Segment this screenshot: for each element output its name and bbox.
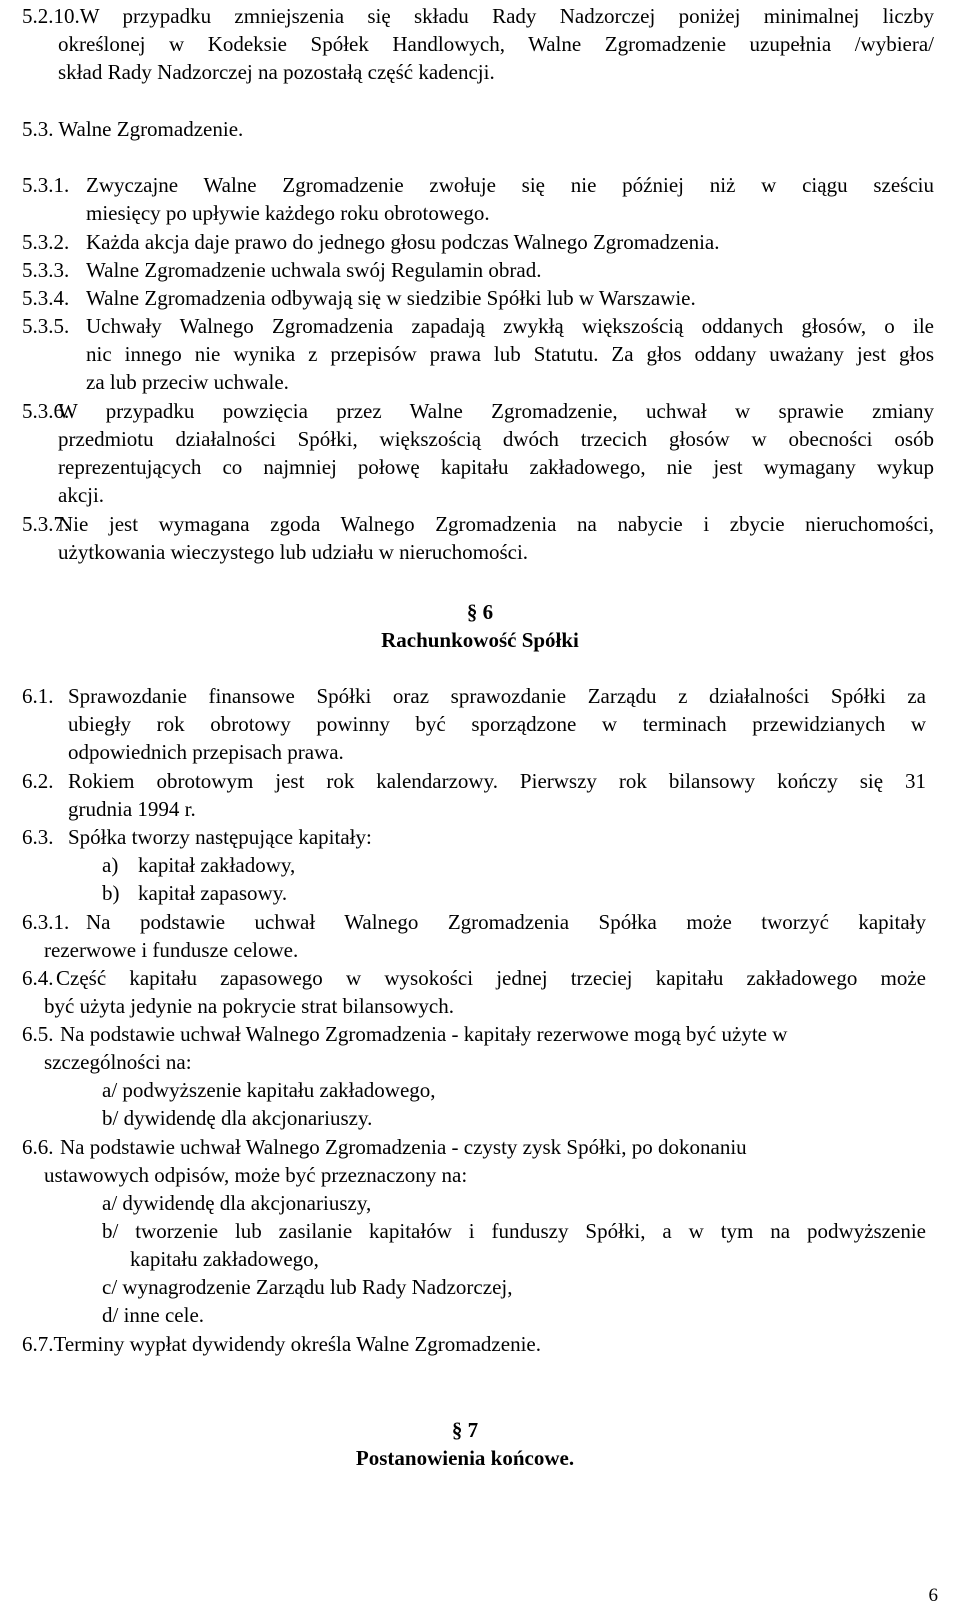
paragraph-number: 6.1. <box>22 684 54 708</box>
paragraph-text: rezerwowe i fundusze celowe. <box>44 938 299 962</box>
paragraph-5-3-5 <box>22 312 934 396</box>
paragraph-number: 6.3. <box>22 825 54 849</box>
paragraph-6-2 <box>22 767 926 823</box>
paragraph-text: miesięcy po upływie każdego roku obrotowego. <box>86 201 490 225</box>
paragraph-text: Na podstawie uchwał Walnego Zgromadzenia Spółka może tworzyć kapitały <box>86 910 926 934</box>
paragraph-text: za lub przeciw uchwale. <box>86 370 289 394</box>
paragraph-text: Rokiem obrotowym jest rok kalendarzowy. Pierwszy rok bilansowy kończy się 31 <box>68 769 926 793</box>
paragraph-text: Każda akcja daje prawo do jednego głosu podczas Walnego Zgromadzenia. <box>86 230 720 254</box>
paragraph-text: odpowiednich przepisach prawa. <box>68 740 344 764</box>
paragraph-number: 5.3. <box>22 117 54 141</box>
paragraph-number: 5.2.10. <box>22 4 80 28</box>
paragraph-6-5 <box>22 1020 926 1132</box>
paragraph-text: ustawowych odpisów, może być przeznaczony na: <box>44 1163 468 1187</box>
paragraph-number: 6.2. <box>22 769 54 793</box>
paragraph-text: Walne Zgromadzenie uchwala swój Regulamin obrad. <box>86 258 542 282</box>
paragraph-text: użytkowania wieczystego lub udziału w nieruchomości. <box>58 540 529 564</box>
list-item <box>102 879 926 907</box>
paragraph-5-3 <box>22 115 522 143</box>
paragraph-number: 5.3.1. <box>22 173 70 197</box>
paragraph-6-1 <box>22 682 926 766</box>
paragraph-6-3-1 <box>22 908 926 964</box>
page-number: 6 <box>928 1585 938 1606</box>
list-item: a/ dywidendę dla akcjonariuszy, <box>102 1191 372 1215</box>
paragraph-text: akcji. <box>58 483 105 507</box>
paragraph-5-3-3 <box>22 256 934 284</box>
paragraph-5-2-10 <box>22 2 934 86</box>
paragraph-5-3-4 <box>22 284 934 312</box>
paragraph-number: 5.3.4. <box>22 286 70 310</box>
list-item-text: b/ tworzenie lub zasilanie kapitałów i funduszy Spółki, a w tym na podwyższenie <box>102 1219 926 1243</box>
paragraph-text: Na podstawie uchwał Walnego Zgromadzenia - kapitały rezerwowe mogą być użyte w <box>60 1022 788 1046</box>
paragraph-number: 6.7. <box>22 1332 54 1356</box>
section-title: Rachunkowość Spółki <box>381 628 579 652</box>
list-item <box>102 1217 926 1245</box>
paragraph-text: reprezentujących co najmniej połowę kapitału zakładowego, nie jest wymagany wykup <box>58 455 934 479</box>
paragraph-6-6 <box>22 1133 926 1329</box>
section-symbol: § 6 <box>466 600 494 624</box>
paragraph-5-3-6 <box>22 397 934 509</box>
list-item: d/ inne cele. <box>102 1303 205 1327</box>
list-marker: b) <box>102 881 120 905</box>
section-symbol: § 7 <box>451 1418 479 1442</box>
paragraph-text: określonej w Kodeksie Spółek Handlowych, Walne Zgromadzenie uzupełnia /wybiera/ <box>58 32 934 56</box>
paragraph-number: 6.6. <box>22 1135 54 1159</box>
paragraph-number: 5.3.6. <box>22 399 70 423</box>
paragraph-text: W przypadku zmniejszenia się składu Rady Nadzorczej poniżej minimalnej liczby <box>79 4 934 28</box>
list-item-text: kapitał zapasowy. <box>138 881 288 905</box>
paragraph-number: 5.3.2. <box>22 230 70 254</box>
paragraph-text: nic innego nie wynika z przepisów prawa lub Statutu. Za głos oddany uważany jest głos <box>86 342 934 366</box>
list-item-continuation: kapitału zakładowego, <box>130 1247 319 1271</box>
paragraph-6-4 <box>22 964 926 1020</box>
paragraph-text: Sprawozdanie finansowe Spółki oraz sprawozdanie Zarządu z działalności Spółki za <box>68 684 926 708</box>
paragraph-number: 6.5. <box>22 1022 54 1046</box>
paragraph-6-7 <box>22 1330 926 1358</box>
section-title: Postanowienia końcowe. <box>355 1446 575 1470</box>
paragraph-text: Uchwały Walnego Zgromadzenia zapadają zwykłą większością oddanych głosów, o ile <box>86 314 934 338</box>
paragraph-text: Walne Zgromadzenie. <box>58 117 244 141</box>
paragraph-text: Spółka tworzy następujące kapitały: <box>68 825 372 849</box>
list-item-text: kapitał zakładowy, <box>138 853 296 877</box>
list-marker: a) <box>102 853 119 877</box>
paragraph-5-3-1 <box>22 171 934 227</box>
list-item: c/ wynagrodzenie Zarządu lub Rady Nadzorczej, <box>102 1275 513 1299</box>
paragraph-number: 5.3.3. <box>22 258 70 282</box>
paragraph-text: Zwyczajne Walne Zgromadzenie zwołuje się nie później niż w ciągu sześciu <box>86 173 934 197</box>
paragraph-text: ubiegły rok obrotowy powinny być sporządzone w terminach przewidzianych w <box>68 712 926 736</box>
paragraph-text: Walne Zgromadzenia odbywają się w siedzibie Spółki lub w Warszawie. <box>86 286 696 310</box>
paragraph-text: Terminy wypłat dywidendy określa Walne Zgromadzenie. <box>53 1332 541 1356</box>
paragraph-text: Na podstawie uchwał Walnego Zgromadzenia - czysty zysk Spółki, po dokonaniu <box>60 1135 747 1159</box>
list-item: a/ podwyższenie kapitału zakładowego, <box>102 1078 436 1102</box>
paragraph-number: 5.3.7. <box>22 512 70 536</box>
paragraph-text: Część kapitału zapasowego w wysokości jednej trzeciej kapitału zakładowego może <box>56 966 926 990</box>
paragraph-text: grudnia 1994 r. <box>68 797 196 821</box>
paragraph-5-3-2 <box>22 228 934 256</box>
paragraph-number: 5.3.5. <box>22 314 70 338</box>
paragraph-text: skład Rady Nadzorczej na pozostałą część kadencji. <box>58 60 495 84</box>
paragraph-6-3 <box>22 823 926 907</box>
paragraph-number: 6.4. <box>22 966 54 990</box>
paragraph-5-3-7 <box>22 510 934 566</box>
paragraph-text: przedmiotu działalności Spółki, większością dwóch trzecich głosów w obecności osób <box>58 427 934 451</box>
paragraph-text: Nie jest wymagana zgoda Walnego Zgromadzenia na nabycie i zbycie nieruchomości, <box>58 512 934 536</box>
paragraph-text: być użyta jedynie na pokrycie strat bilansowych. <box>44 994 454 1018</box>
list-item <box>102 851 926 879</box>
paragraph-number: 6.3.1. <box>22 910 70 934</box>
list-item: b/ dywidendę dla akcjonariuszy. <box>102 1106 373 1130</box>
paragraph-text: szczególności na: <box>44 1050 192 1074</box>
paragraph-text: W przypadku powzięcia przez Walne Zgromadzenie, uchwał w sprawie zmiany <box>58 399 934 423</box>
